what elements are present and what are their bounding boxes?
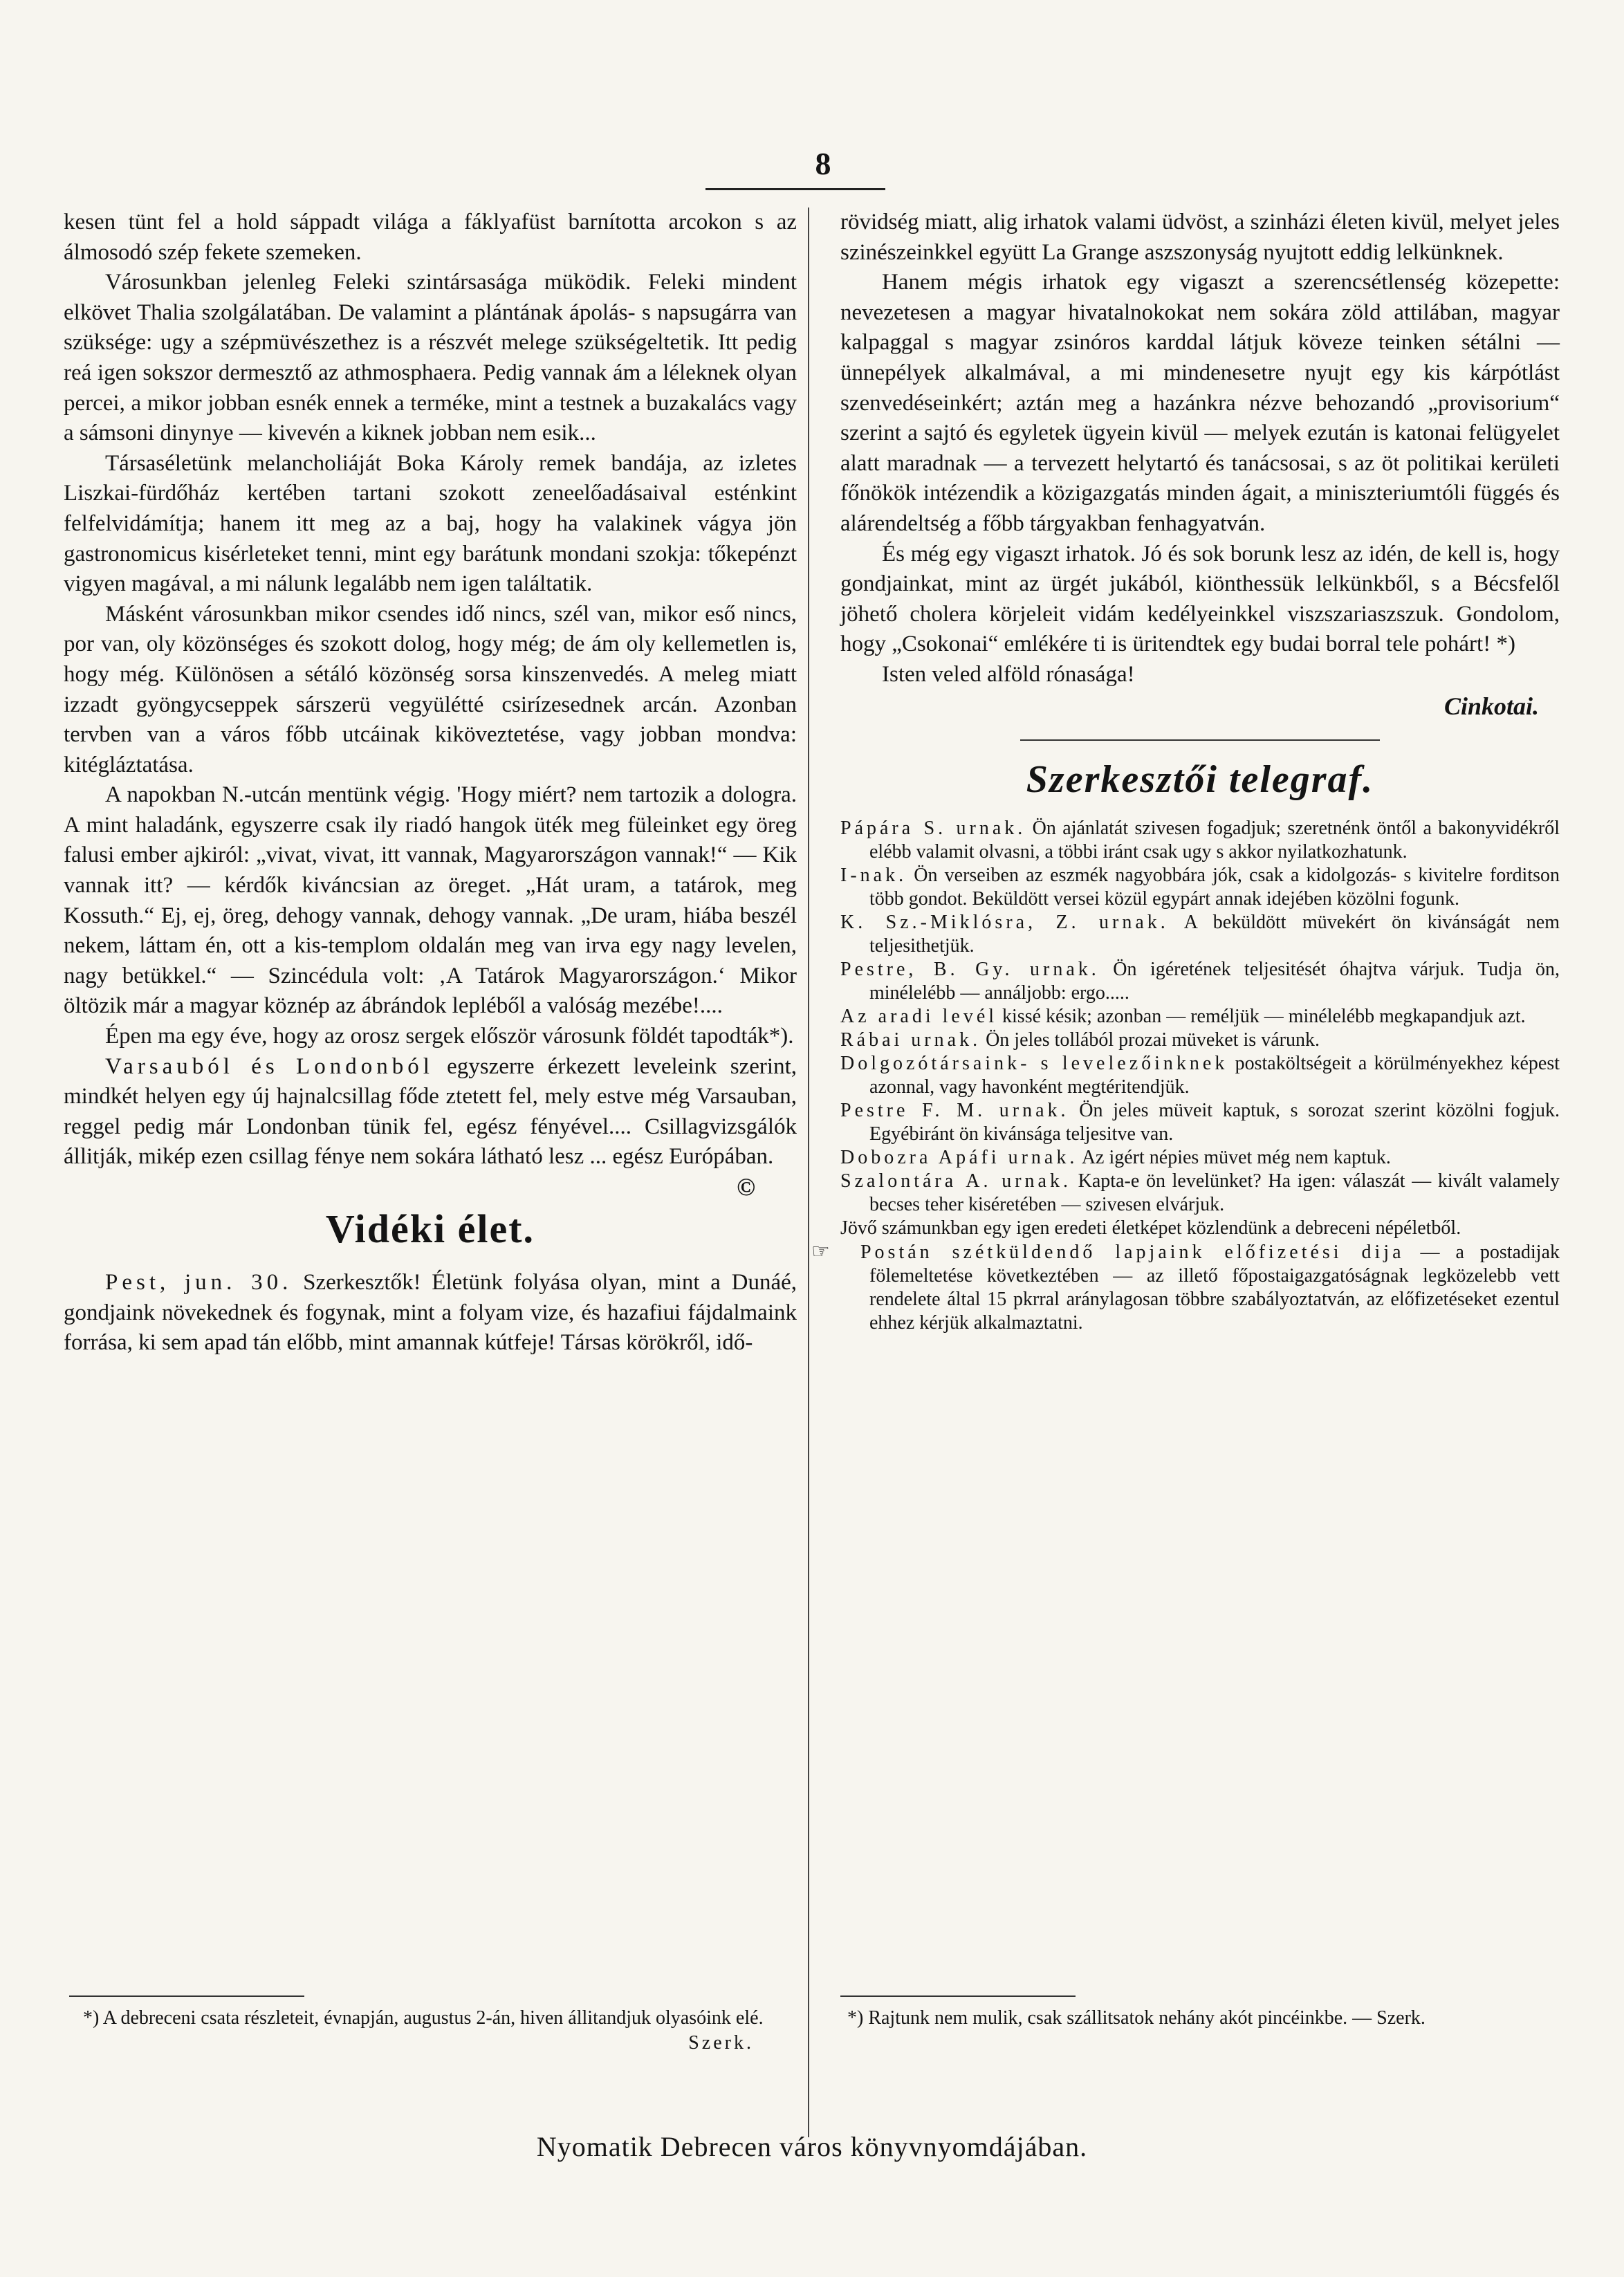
telegraf-item (840, 1217, 1560, 1240)
telegraf-recipient: Dolgozótársaink- s levelezőinknek (840, 1053, 1228, 1075)
telegraf-item (840, 864, 1560, 911)
footnote-rule-left (69, 1995, 304, 1997)
varsau-lead: Varsauból és Londonból (105, 1053, 434, 1079)
postal-notice-text: — a postadijak fölemeltetése következtében — az illető főpostaigazgatóságnak legközelebb vett rendelete által 15 pkrral aránylagosan többre szabályoztatván, az előfizetéseket ezentul ehhez kérjük alkalmaztatni. (869, 1242, 1560, 1334)
telegraf-item (840, 1005, 1560, 1029)
postal-notice-lead: Postán szétküldendő lapjaink előfizetési dija (860, 1242, 1405, 1264)
left-paragraph-6: Épen ma egy éve, hogy az orosz sergek először városunk földét tapodták*). (105, 1024, 794, 1049)
pest-paragraph (64, 1268, 797, 1358)
telegraf-text: Kapta-e ön levelünket? Ha igen: válaszát — kivált valamely becses teher kiséretében — szivesen elvárjuk. (869, 1170, 1560, 1216)
right-paragraph-2: Hanem mégis irhatok egy vigaszt a szerencsétlenség közepette: nevezetesen a magyar hivatalnokokat nem sokára zöld attilában, magyar kalpaggal s magyar zsinóros karddal látjuk köveze teinken sétálni — ünnepélyek alkalmával, a mi mindenesetre nyujt egy kis kárpótlást szenvedéseinkért; aztán meg a hazánkra nézve behozandó „provisorium“ szerint a sajtó és egyletek ügyein kivül — melyek ezután is katonai felügyelet alatt maradnak — a tervezett helytartó és tanácsosai, s az öt politikai kerületi főnökök intézendik a közigazgatás minden ágait, a miniszteriumtóli függés és alárendeltség a főbb tárgyakban fenhagyatván. (840, 270, 1560, 536)
footnote-left (83, 2006, 782, 2056)
telegraf-item (840, 1029, 1560, 1052)
pest-text: Szerkesztők! Életünk folyása olyan, mint a Dunáé, gondjaink növekednek és fogynak, mint a folyam vize, és hazafiui fájdalmaink forrása, ki sem apad tán előbb, mint amannak kútfeje! Társas körökről, idő- (64, 1270, 797, 1356)
section-title-telegraf: Szerkesztői telegraf. (1026, 758, 1374, 802)
footnote-right-text: *) Rajtunk nem mulik, csak szállitsatok nehány akót pincéinkbe. — Szerk. (847, 2007, 1425, 2029)
left-paragraph-2: Városunkban jelenleg Feleki szintársasága müködik. Feleki mindent elkövet Thalia szolgálatában. De valamint a plántának ápolás- s napsugárra van szüksége: ugy a szépmüvészethez is a részvét melege szükségeltetik. Itt pedig reá igen sokszor dermesztő az athmosphaera. Pedig vannak ám a léleknek olyan percei, a mikor jobban esnék ennek a terméke, mint a testnek a buzakalács vagy a sámsoni dinynye — kivevén a kiknek jobban nem esik... (64, 270, 797, 446)
section-title-videki-elet: Vidéki élet. (325, 1206, 535, 1251)
footnote-left-signature: Szerk. (688, 2032, 754, 2054)
telegraf-item (840, 911, 1560, 958)
footnote-left-text: *) A debreceni csata részleteit, évnapján, augustus 2-án, hiven állitandjuk olyasóink elé. (83, 2007, 764, 2029)
right-paragraph-4: Isten veled alföld rónasága! (882, 661, 1135, 687)
telegraf-recipient: Az aradi levél (840, 1006, 998, 1028)
telegraf-recipient: Pestre F. M. urnak. (840, 1100, 1069, 1122)
printer-imprint: Nyomatik Debrecen város könyvnyomdájában. (536, 2131, 1088, 2162)
pest-lead: Pest, jun. 30. (105, 1270, 293, 1295)
postal-notice: ☞ Postán szétküldendő lapjaink előfizetési dija — a postadijak fölemeltetése következtében — az illető főpostaigazgatóságnak legközelebb vett rendelete által 15 pkrral aránylagosan többre szabályoztatván, az előfizetéseket ezentul ehhez kérjük alkalmaztatni. (811, 1240, 1560, 1334)
right-paragraph-1: rövidség miatt, alig irhatok valami üdvöst, a szinházi életen kivül, melyet jeles szinészeinkkel együtt La Grange aszszonyság nyujtott eddig lelkünknek. (840, 210, 1560, 265)
page-number-rule (705, 188, 885, 190)
telegraf-item (840, 958, 1560, 1005)
telegraf-recipient: Dobozra Apáfi urnak. (840, 1147, 1078, 1169)
telegraf-text: kissé késik; azonban — reméljük — minélelébb megkapandjuk azt. (1002, 1006, 1526, 1028)
telegraf-item (840, 1146, 1560, 1170)
telegraf-recipient: Pestre, B. Gy. urnak. (840, 959, 1100, 981)
right-column (811, 208, 1560, 1335)
telegraf-item (840, 817, 1560, 864)
left-paragraph-3: Társaséletünk melancholiáját Boka Károly remek bandája, az izletes Liszkai-fürdőház kertében tartani szokott zeneelőadásaival esténkint felfelvidámítja; hanem itt meg az a baj, hogy ha valakinek vágya jön gastronomicus kisérleteket tenni, mint egy barátunk mondani szokja: tőkepénzt vigyen magával, a mi nálunk legalább nem igen találtatik. (64, 450, 797, 597)
varsau-text: egyszerre érkezett leveleink szerint, mindkét helyen egy új hajnalcsillag főde ztetett fel, mely estve még Varsauban, reggel pedig már Londonban tünik fel, egész fényével.... Csillagvizsgálók állitják, mikép ezen csillag fénye nem sokára látható lesz ... egész Európában. (64, 1053, 797, 1170)
telegraf-item (840, 1099, 1560, 1146)
telegraf-text: A beküldött müvekért ön kivánságát nem teljesithetjük. (869, 912, 1560, 957)
telegraf-recipient: Pápára S. urnak. (840, 818, 1026, 840)
telegraf-text: Az igért népies müvet még nem kaptuk. (1081, 1147, 1391, 1169)
telegraf-recipient: I-nak. (840, 865, 907, 887)
varsau-paragraph (64, 1052, 797, 1201)
telegraf-text: Ön jeles müveit kaptuk, s sorozat szerint közölni fogjuk. Egyébiránt ön kivánsága teljesitve van. (869, 1100, 1560, 1145)
telegraf-recipient: Rábai urnak. (840, 1029, 981, 1051)
left-paragraph-4: Másként városunkban mikor csendes idő nincs, szél van, mikor eső nincs, por van, oly közönséges és szokott dolog, hogy még; de ám oly kellemetlen is, hogy még. Különösen a sétáló közönség sorsa kinszenvedés. A meleg miatt izzadt gyöngycseppek sárszerü vegyülétté csirízesednek arcán. Azonban tervben van a város főbb utcáinak kiköveztetése, vagy jobban mondva: kitégláztatása. (64, 601, 797, 777)
page-number: 8 (815, 146, 831, 181)
telegraf-text: postaköltségeit a körülményekhez képest azonnal, vagy havonként megtéritendjük. (869, 1053, 1560, 1098)
column-divider (808, 208, 809, 2137)
telegraf-item (840, 1170, 1560, 1217)
footnote-right (847, 2006, 1546, 2031)
telegraf-item (840, 1052, 1560, 1099)
telegraf-recipient: K. Sz.-Miklósra, Z. urnak. (840, 912, 1169, 934)
telegraf-text: Ön verseiben az eszmék nagyobbára jók, csak a kidolgozás- s kivitelre forditson több gondot. Beküldött versei közül egypárt annak idejében közölni fogunk. (869, 865, 1560, 910)
left-paragraph-1: kesen tünt fel a hold sáppadt világa a fáklyafüst barnította arcokon s az álmosodó szép fekete szemeken. (64, 210, 797, 265)
author-signature: Cinkotai. (1443, 692, 1539, 720)
telegraf-recipient: Szalontára A. urnak. (840, 1170, 1071, 1192)
copyright-mark: © (737, 1173, 755, 1201)
telegraf-text: Jövő számunkban egy igen eredeti életképet közlendünk a debreceni népéletből. (840, 1217, 1461, 1239)
telegraf-text: Ön ajánlatát szivesen fogadjuk; szeretnénk öntől a bakonyvidékről elébb valamit olvasni, a többi iránt csak ugy s akkor nyilatkozhatunk. (869, 818, 1560, 863)
left-column (64, 208, 797, 1358)
footnote-rule-right (840, 1995, 1076, 1997)
left-paragraph-5: A napokban N.-utcán mentünk végig. 'Hogy miért? nem tartozik a dologra. A mint haladánk, egyszerre csak ily riadó hangok üték meg füleinket egy öreg falusi ember ajkiról: „vivat, vivat, itt vannak, Magyarországon vannak!“ — Kik vannak itt? — kérdők kiváncsian az öreget. „Hát uram, a tatárok, meg Kossuth.“ Ej, ej, öreg, dehogy vannak, dehogy vannak. „De uram, hiába beszél nekem, láttam én, ott a kis-templom oldalán meg van irva egy nagy levelen, nagy betükkel.“ — Szincédula volt: ‚A Tatárok Magyarországon.‘ Mikor öltözik már a magyar köznép az ábrándok lepléből a valóság mezébe!.... (64, 782, 797, 1019)
right-paragraph-3: És még egy vigaszt irhatok. Jó és sok borunk lesz az idén, de kell is, hogy gondjainkat, mint az ürgét jukából, kiönthessük lelkünkből, s a Bécsfelől jöhető cholera körjeleit vidám kedélyeinkkel viszszariaszszuk. Gondolom, hogy „Csokonai“ emlékére ti is üritendtek egy budai borral tele pohárt! *) (840, 541, 1560, 657)
telegraf-text: Ön jeles tollából prozai müveket is várunk. (986, 1029, 1320, 1051)
telegraf-text: Ön igéretének teljesitését óhajtva várjuk. Tudja ön, minélelébb — annáljobb: ergo..... (869, 959, 1560, 1004)
section-rule (1020, 739, 1380, 741)
